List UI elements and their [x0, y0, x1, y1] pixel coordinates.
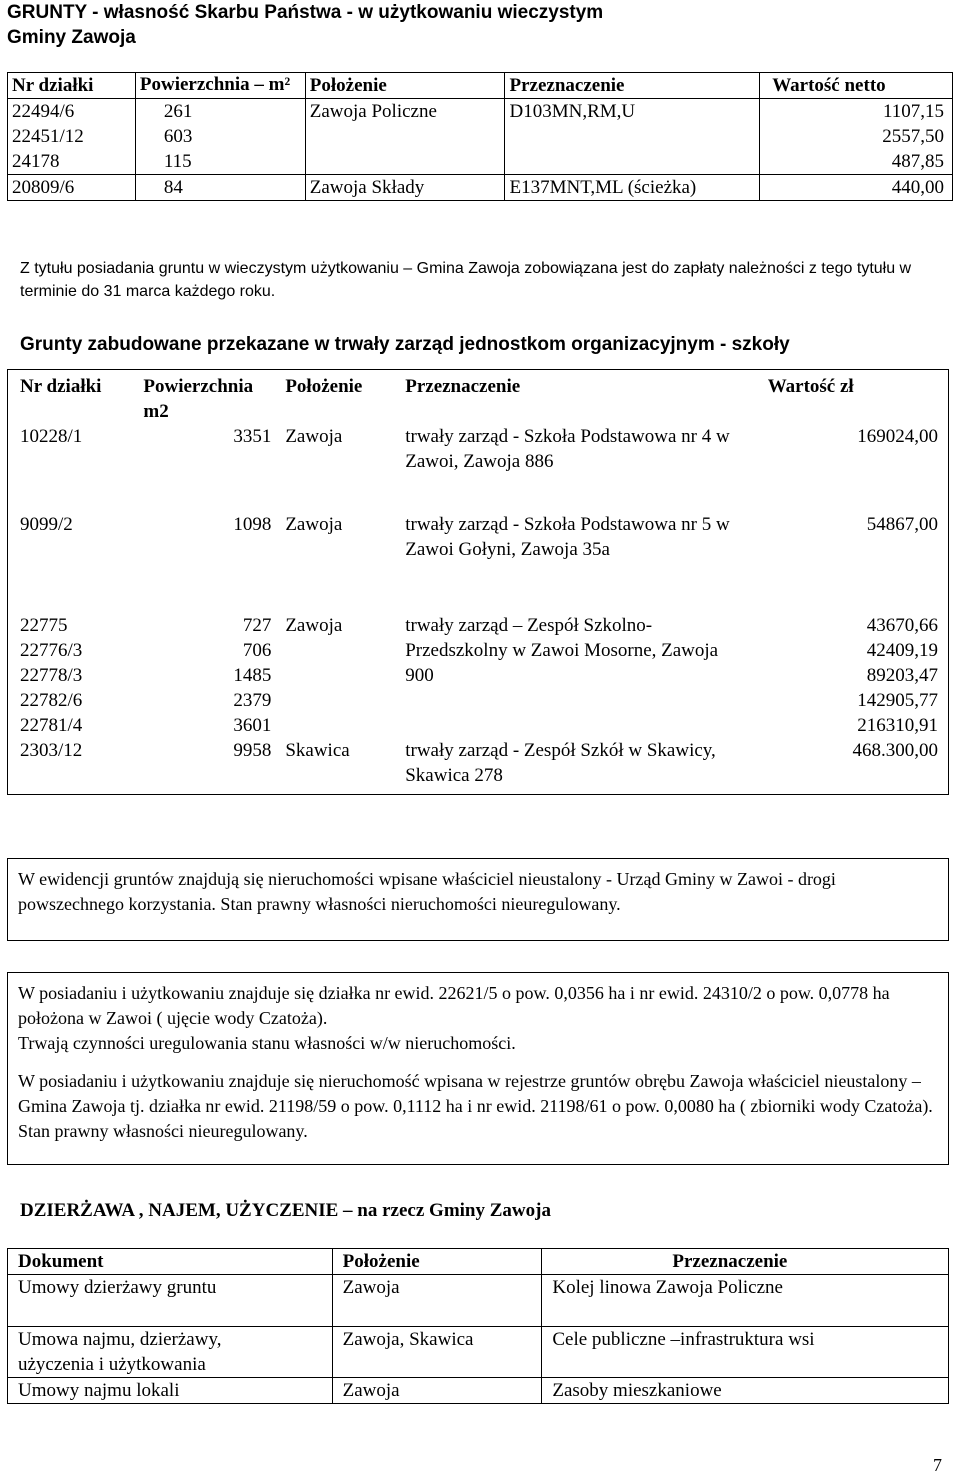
table-row [8, 1327, 949, 1378]
parcel-area: 9958 [233, 740, 272, 761]
parcel-location: Zawoja [285, 426, 343, 447]
schools-land-table [7, 369, 949, 795]
water-intake-paragraph-1: W posiadaniu i użytkowaniu znajduje się działka nr ewid. 22621/5 o pow. 0,0356 ha i nr ewid. 24310/2 o pow. 0,0778 ha położona w Zawoi ( ujęcie wody Czatoża). [18, 983, 890, 1028]
col-header-area: Powierzchnia – m² [135, 73, 305, 99]
col-header-location: Położenie [332, 1249, 542, 1275]
table-header-row [8, 1249, 949, 1275]
lease-document: Umowa najmu, dzierżawy, użyczenia i użytkowania [8, 1327, 333, 1378]
table-row [8, 175, 953, 201]
parcel-number: 9099/2 [20, 514, 73, 535]
col-header-location: Położenie [285, 376, 363, 397]
lease-purpose: Zasoby mieszkaniowe [542, 1378, 949, 1404]
parcel-purpose: trwały zarząd - Szkoła Podstawowa nr 5 w Zawoi Gołyni, Zawoja 35a [405, 514, 730, 560]
parcel-purpose: trwały zarząd - Szkoła Podstawowa nr 4 w Zawoi, Zawoja 886 [405, 426, 730, 472]
lease-location: Zawoja [332, 1275, 542, 1327]
parcel-number: 10228/1 [20, 426, 83, 447]
parcel-number: 2303/12 [20, 740, 83, 761]
document-title [7, 0, 947, 50]
parcel-areas: 727 706 1485 2379 3601 [233, 615, 272, 736]
table-row [8, 424, 949, 512]
lease-location: Zawoja, Skawica [332, 1327, 542, 1378]
table-header-row [8, 73, 953, 99]
parcel-area: 84 [135, 175, 305, 201]
col-header-nr: Nr działki [20, 376, 102, 397]
parcel-area: 3351 [233, 426, 272, 447]
lease-purpose: Cele publiczne –infrastruktura wsi [542, 1327, 949, 1378]
table-row [8, 1275, 949, 1327]
lease-document: Umowy najmu lokali [8, 1378, 333, 1404]
water-intake-paragraph-3: W posiadaniu i użytkowaniu znajduje się nieruchomość wpisana w rejestrze gruntów obrębu Zawoja właściciel nieustalony – Gmina Zawoja tj. działka nr ewid. 21198/59 o pow. 0,1112 ha i nr ewid. 21198/61 o pow. 0,0080 ha ( zbiorniki wody Czatoża). Stan prawny własności nieuregulowany. [18, 1071, 933, 1141]
lease-purpose: Kolej linowa Zawoja Policzne [542, 1275, 949, 1327]
col-header-value: Wartość zł [767, 376, 854, 397]
parcel-purpose: E137MNT,ML (ścieżka) [505, 175, 760, 201]
col-header-purpose: Przeznaczenie [405, 376, 521, 397]
parcel-values: 1107,15 2557,50 487,85 [760, 99, 953, 175]
col-header-area: Powierzchnia m2 [143, 376, 254, 422]
parcel-location: Zawoja [285, 514, 343, 535]
table-row [8, 99, 953, 175]
table-header-row [8, 370, 949, 425]
lease-heading: DZIERŻAWA , NAJEM, UŻYCZENIE – na rzecz Gminy Zawoja [20, 1200, 551, 1221]
usage-obligation-note: Z tytułu posiadania gruntu w wieczystym użytkowaniu – Gmina Zawoja zobowiązana jest do zapłaty należności z tego tytułu w terminie do 31 marca każdego roku. [20, 260, 912, 300]
parcel-area: 1098 [233, 514, 272, 535]
parcel-numbers: 22775 22776/3 22778/3 22782/6 22781/4 [20, 615, 83, 736]
parcel-areas: 261 603 115 [135, 99, 305, 175]
state-land-table [7, 72, 953, 201]
parcel-location: Zawoja Policzne [305, 99, 505, 175]
parcel-number: 20809/6 [8, 175, 136, 201]
page-number: 7 [933, 1455, 942, 1475]
lease-document: Umowy dzierżawy gruntu [8, 1275, 333, 1327]
water-intake-note [7, 972, 949, 1165]
lease-location: Zawoja [332, 1378, 542, 1404]
parcel-value: 54867,00 [866, 514, 938, 535]
parcel-location: Zawoja Składy [305, 175, 505, 201]
parcel-purpose: trwały zarząd – Zespół Szkolno-Przedszkolny w Zawoi Mosorne, Zawoja 900 [405, 615, 719, 686]
parcel-values: 43670,66 42409,19 89203,47 142905,77 216310,91 [857, 615, 938, 736]
col-header-value: Wartość netto [760, 73, 953, 99]
table-row [8, 738, 949, 794]
parcel-value: 169024,00 [857, 426, 938, 447]
col-header-location: Położenie [305, 73, 505, 99]
col-header-purpose: Przeznaczenie [505, 73, 760, 99]
parcel-location: Skawica [285, 740, 350, 761]
unknown-owner-roads-note: W ewidencji gruntów znajdują się nieruchomości wpisane właściciel nieustalony - Urząd Gminy w Zawoi - drogi powszechnego korzystania. Stan prawny własności nieruchomości nieuregulowany. [7, 858, 949, 941]
col-header-nr: Nr działki [8, 73, 136, 99]
table-row [8, 1378, 949, 1404]
lease-table [7, 1248, 949, 1404]
parcel-purpose: D103MN,RM,U [505, 99, 760, 175]
title-line-1: GRUNTY - własność Skarbu Państwa - w użytkowaniu wieczystym [7, 2, 604, 23]
col-header-purpose: Przeznaczenie [542, 1249, 949, 1275]
parcel-value: 440,00 [760, 175, 953, 201]
schools-heading: Grunty zabudowane przekazane w trwały zarząd jednostkom organizacyjnym - szkoły [20, 334, 790, 355]
table-row [8, 613, 949, 738]
water-intake-paragraph-2: Trwają czynności uregulowania stanu własności w/w nieruchomości. [18, 1033, 516, 1053]
parcel-purpose: trwały zarząd - Zespół Szkół w Skawicy, Skawica 278 [405, 740, 716, 786]
title-line-2: Gminy Zawoja [7, 27, 136, 48]
parcel-location: Zawoja [285, 615, 343, 636]
col-header-document: Dokument [8, 1249, 333, 1275]
parcel-value: 468.300,00 [852, 740, 938, 761]
table-row [8, 512, 949, 613]
parcel-numbers: 22494/6 22451/12 24178 [8, 99, 136, 175]
